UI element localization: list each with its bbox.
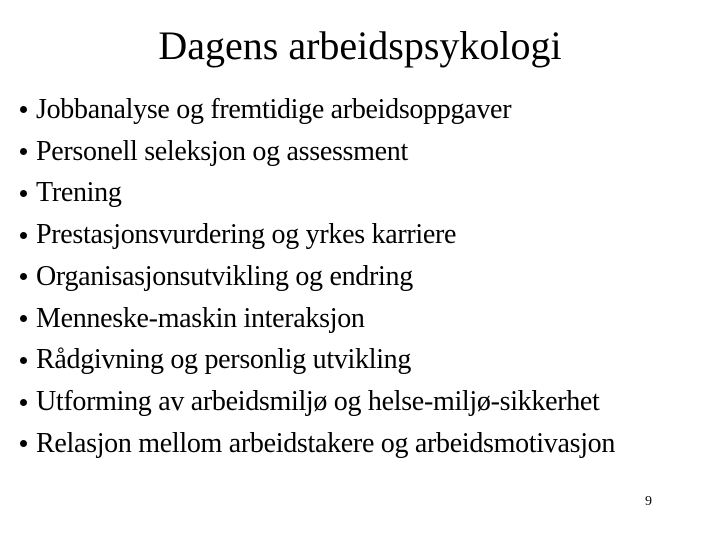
bullet-dot-icon	[20, 399, 27, 406]
bullet-text: Personell seleksjon og assessment	[36, 135, 408, 167]
bullet-dot-icon	[20, 148, 27, 155]
bullet-dot-icon	[20, 106, 27, 113]
bullet-item	[20, 298, 715, 340]
bullet-item	[20, 214, 715, 256]
bullet-dot-icon	[20, 190, 27, 197]
bullet-dot-icon	[20, 273, 27, 280]
bullet-text: Utforming av arbeidsmiljø og helse-miljø-sikkerhet	[36, 386, 600, 418]
bullet-text: Jobbanalyse og fremtidige arbeidsoppgaver	[36, 93, 512, 125]
bullet-item	[20, 381, 715, 423]
bullet-text: Trening	[36, 177, 122, 209]
bullet-text: Prestasjonsvurdering og yrkes karriere	[36, 219, 457, 251]
slide-title: Dagens arbeidspsykologi	[158, 23, 562, 68]
bullet-item	[20, 131, 715, 173]
bullet-dot-icon	[20, 315, 27, 322]
bullet-item	[20, 173, 715, 215]
bullet-text: Menneske-maskin interaksjon	[36, 302, 365, 334]
bullet-item	[20, 340, 715, 382]
bullet-dot-icon	[20, 440, 27, 447]
bullet-dot-icon	[20, 357, 27, 364]
page-number: 9	[645, 494, 652, 509]
bullet-list	[20, 89, 715, 465]
bullet-item	[20, 89, 715, 131]
bullet-text: Organisasjonsutvikling og endring	[36, 260, 413, 292]
bullet-item	[20, 423, 715, 465]
bullet-text: Relasjon mellom arbeidstakere og arbeidsmotivasjon	[36, 427, 616, 459]
bullet-text: Rådgivning og personlig utvikling	[36, 344, 412, 376]
bullet-item	[20, 256, 715, 298]
bullet-dot-icon	[20, 232, 27, 239]
